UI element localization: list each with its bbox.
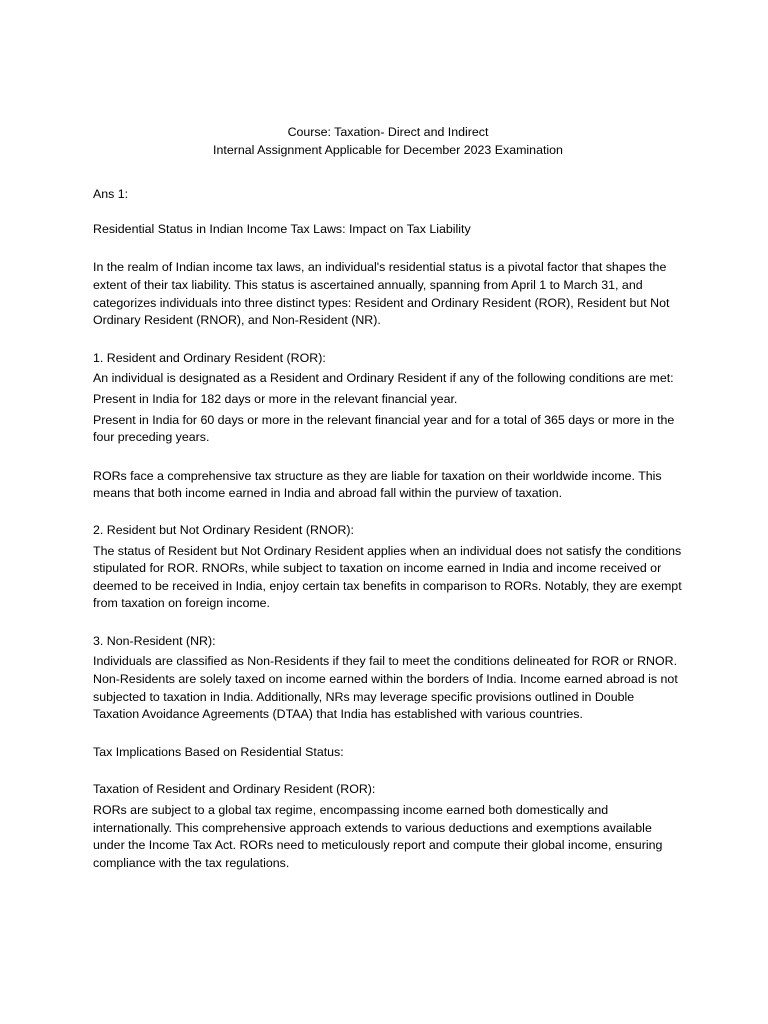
implications-heading: Tax Implications Based on Residential Status: [93, 744, 344, 759]
assignment-title: Internal Assignment Applicable for December 2023 Examination [213, 142, 563, 157]
course-title: Course: Taxation- Direct and Indirect [287, 125, 489, 139]
answer-label: Ans 1: [93, 187, 129, 202]
ror-condition-2: Present in India for 60 days or more in the relevant financial year and for a total of 365 days or more in the four preceding years. [93, 412, 675, 445]
section-nr [93, 633, 683, 724]
section-ror-taxation-body: RORs are subject to a global tax regime, encompassing income earned both domestically and internationally. This comprehensive approach extends to various deductions and exemptions available under the Income Tax Act. RORs need to meticulously report and compute their global income, ensuring compliance with the tax regulations. [93, 803, 663, 870]
section-ror [93, 350, 683, 503]
document-header [93, 124, 683, 159]
section-ror-taxation [93, 781, 683, 872]
ror-conditions-intro: An individual is designated as a Resident and Ordinary Resident if any of the following conditions are met: [93, 371, 674, 386]
section-rnor [93, 522, 683, 613]
intro-paragraph: In the realm of Indian income tax laws, an individual's residential status is a pivotal factor that shapes the extent of their tax liability. This status is ascertained annually, spanning from April 1 to March 31, and categorizes individuals into three distinct types: Resident and Ordinary Resident (ROR), Resident but Not Ordinary Resident (RNOR), and Non-Resident (NR). [93, 260, 670, 328]
section-ror-title: 1. Resident and Ordinary Resident (ROR): [93, 350, 326, 365]
section-nr-title: 3. Non-Resident (NR): [93, 633, 216, 648]
document-page [93, 124, 683, 872]
section-ror-taxation-title: Taxation of Resident and Ordinary Resident (ROR): [93, 782, 376, 797]
ror-condition-1: Present in India for 182 days or more in the relevant financial year. [93, 391, 458, 406]
section-nr-body: Individuals are classified as Non-Residents if they fail to meet the conditions delineated for ROR or RNOR. Non-Residents are solely taxed on income earned within the borders of India. Income earned abroad is not subjected to taxation in India. Additionally, NRs may leverage specific provisions outlined in Double Taxation Avoidance Agreements (DTAA) that India has established with various countries. [93, 654, 678, 722]
document-heading: Residential Status in Indian Income Tax Laws: Impact on Tax Liability [93, 221, 471, 236]
section-rnor-title: 2. Resident but Not Ordinary Resident (RNOR): [93, 522, 354, 537]
ror-tax-note: RORs face a comprehensive tax structure as they are liable for taxation on their worldwide income. This means that both income earned in India and abroad fall within the purview of taxation. [93, 468, 662, 501]
section-rnor-body: The status of Resident but Not Ordinary Resident applies when an individual does not satisfy the conditions stipulated for ROR. RNORs, while subject to taxation on income earned in India and income received or deemed to be received in India, enjoy certain tax benefits in comparison to RORs. Notably, they are exempt from taxation on foreign income. [93, 543, 682, 611]
